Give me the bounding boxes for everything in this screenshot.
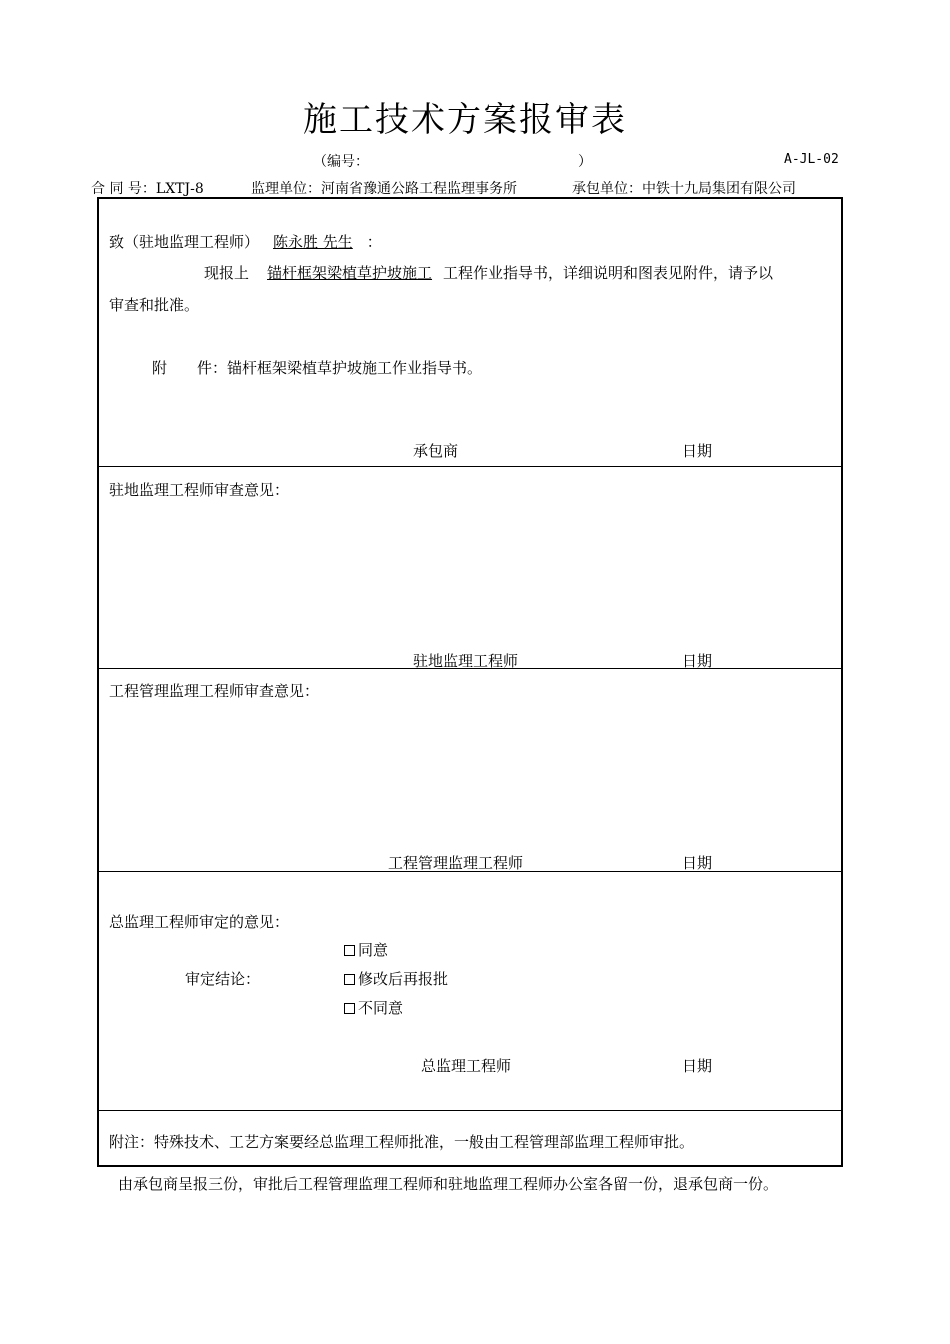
addressee-name: 陈永胜 先生 <box>273 233 353 251</box>
option-reject-label: 不同意 <box>358 999 404 1017</box>
addressee-suffix: ： <box>366 233 382 251</box>
management-engineer-heading: 工程管理监理工程师审查意见： <box>109 682 320 700</box>
checkbox-icon[interactable] <box>344 945 355 956</box>
attachment-line <box>152 357 482 378</box>
contract-info <box>91 178 204 198</box>
option-revise-label: 修改后再报批 <box>358 970 449 988</box>
supervisor-value: 河南省豫通公路工程监理事务所 <box>321 181 517 197</box>
form-code: A-JL-02 <box>784 152 839 167</box>
attachment-value: 锚杆框架梁植草护坡施工作业指导书。 <box>227 359 483 377</box>
chief-engineer-signer: 总监理工程师 <box>421 1057 512 1075</box>
number-label: （编号： <box>313 154 369 170</box>
divider <box>99 1110 841 1111</box>
addressee-line <box>109 231 382 252</box>
contract-label: 合 同 号： <box>91 181 156 197</box>
form-frame <box>97 197 843 1167</box>
management-engineer-date-label: 日期 <box>682 854 713 872</box>
addressee-prefix: 致（驻地监理工程师） <box>109 233 260 251</box>
contractor-value: 中铁十九局集团有限公司 <box>642 181 796 197</box>
checkbox-icon[interactable] <box>344 1003 355 1014</box>
report-suffix: 工程作业指导书，详细说明和图表见附件，请予以 <box>443 264 774 282</box>
option-revise[interactable] <box>344 968 448 989</box>
attachment-label: 附 件： <box>152 359 228 377</box>
contractor-signer: 承包商 <box>413 442 459 460</box>
conclusion-label: 审定结论： <box>185 970 261 988</box>
approval-note: 附注：特殊技术、工艺方案要经总监理工程师批准，一般由工程管理部监理工程师审批。 <box>109 1133 695 1151</box>
divider <box>99 466 841 467</box>
contractor-info <box>572 178 796 198</box>
option-reject[interactable] <box>344 997 403 1018</box>
chief-engineer-date-label: 日期 <box>682 1057 713 1075</box>
divider <box>99 871 841 872</box>
project-name: 锚杆框架梁植草护坡施工 <box>267 264 433 282</box>
option-approve-label: 同意 <box>358 941 389 959</box>
report-line <box>204 262 773 283</box>
contractor-date-label: 日期 <box>682 442 713 460</box>
checkbox-icon[interactable] <box>344 974 355 985</box>
report-prefix: 现报上 <box>204 264 250 282</box>
supervisor-info <box>251 178 517 198</box>
resident-engineer-heading: 驻地监理工程师审查意见： <box>109 481 290 499</box>
supervisor-label: 监理单位： <box>251 181 321 197</box>
resident-engineer-date-label: 日期 <box>682 652 713 670</box>
number-close: ） <box>578 154 592 170</box>
option-approve[interactable] <box>344 939 388 960</box>
divider <box>99 668 841 669</box>
report-line-2: 审查和批准。 <box>109 296 200 314</box>
distribution-footer: 由承包商呈报三份，审批后工程管理监理工程师和驻地监理工程师办公室各留一份，退承包商一份。 <box>118 1175 779 1193</box>
contractor-label: 承包单位： <box>572 181 642 197</box>
chief-engineer-heading: 总监理工程师审定的意见： <box>109 913 290 931</box>
contract-value: LXTJ-8 <box>155 181 204 197</box>
management-engineer-signer: 工程管理监理工程师 <box>388 854 524 872</box>
page-title: 施工技术方案报审表 <box>303 100 627 140</box>
resident-engineer-signer: 驻地监理工程师 <box>413 652 519 670</box>
